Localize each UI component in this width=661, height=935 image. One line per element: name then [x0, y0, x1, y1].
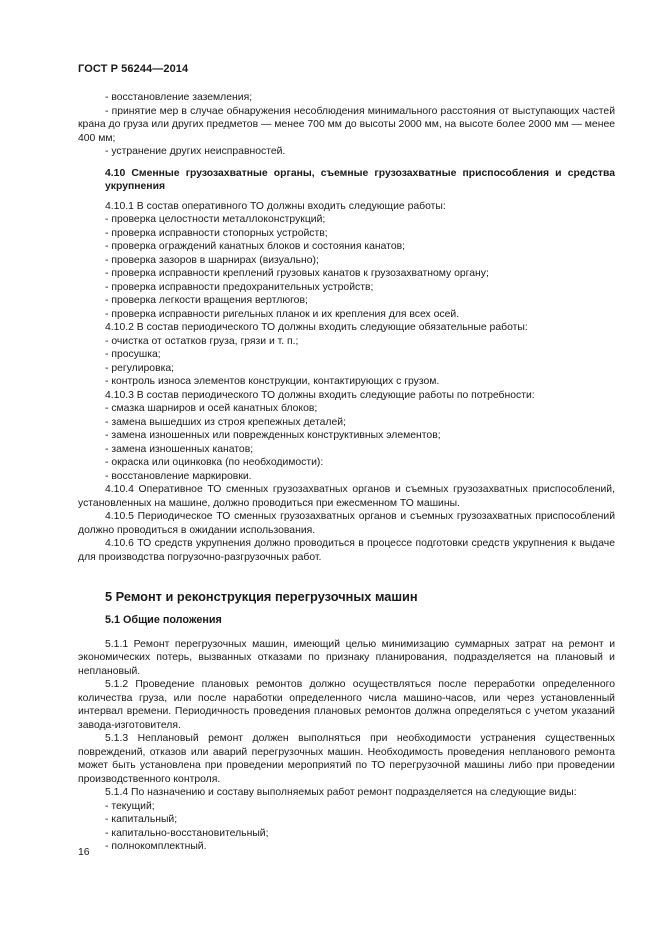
- list-item: - восстановление маркировки.: [105, 470, 252, 482]
- paragraph: 4.10.5 Периодическое ТО сменных грузозахватных органов и съемных грузозахватных приспособлений должно проводиться в ожидании использования.: [78, 511, 615, 536]
- list-item: - устранение других неисправностей.: [105, 146, 286, 157]
- list-item: - капитальный;: [105, 814, 178, 825]
- list-item: - просушка;: [105, 349, 161, 360]
- paragraph: 4.10.4 Оперативное ТО сменных грузозахватных органов и съемных грузозахватных приспособлений, установленных на машине, должно проводиться при ежесменном ТО машины.: [78, 484, 615, 509]
- list-item: - проверка зазоров в шарнирах (визуально);: [105, 254, 319, 266]
- list-item: - очистка от остатков груза, грязи и т. п.;: [105, 335, 299, 347]
- clause-heading: 4.10 Сменные грузозахватные органы, съемные грузозахватные приспособления и средства укрупнения: [105, 167, 615, 192]
- list-item: - капитально-восстановительный;: [105, 827, 269, 839]
- paragraph: 5.1.4 По назначению и составу выполняемых работ ремонт подразделяется на следующие виды:: [105, 787, 577, 798]
- subsection-heading: 5.1 Общие положения: [105, 614, 222, 626]
- list-item: - проверка ограждений канатных блоков и состояния канатов;: [105, 241, 406, 252]
- paragraph: 4.10.2 В состав периодического ТО должны входить следующие обязательные работы:: [105, 322, 528, 333]
- list-item: - окраска или оцинковка (по необходимости):: [105, 457, 324, 468]
- list-item: - проверка исправности креплений грузовых канатов к грузозахватному органу;: [105, 268, 489, 279]
- list-item: - смазка шарниров и осей канатных блоков;: [105, 403, 318, 414]
- list-item: - проверка легкости вращения вертлюгов;: [105, 295, 308, 306]
- paragraph: 4.10.3 В состав периодического ТО должны входить следующие работы по потребности:: [105, 389, 535, 401]
- document-header: ГОСТ Р 56244—2014: [78, 63, 189, 75]
- paragraph: 5.1.2 Проведение плановых ремонтов должно осуществляться после переработки определенного количества груза, или после наработки определенного числа машино-часов, или через установленный интервал времени. Периодичность проведения плановых ремонтов должна определяться с учетом указаний завода-изготовителя.: [78, 679, 615, 731]
- paragraph: 5.1.3 Неплановый ремонт должен выполняться при необходимости устранения существенных повреждений, отказов или аварий перегрузочных машин. Необходимость проведения непланового ремонта может быть установлена при проведении мероприятий по ТО перегрузочной машины либо при проведении производственного контроля.: [78, 733, 615, 785]
- list-item: - проверка исправности ригельных планок и их крепления для всех осей.: [105, 308, 460, 320]
- paragraph: 4.10.1 В состав оперативного ТО должны входить следующие работы:: [105, 200, 446, 212]
- list-item: - восстановление заземления;: [105, 92, 253, 103]
- list-item: - контроль износа элементов конструкции, контактирующих с грузом.: [105, 376, 440, 387]
- list-item: - текущий;: [105, 800, 155, 812]
- document-body: [78, 91, 615, 854]
- list-item: - замена вышедших из строя крепежных деталей;: [105, 416, 346, 428]
- paragraph: 5.1.1 Ремонт перегрузочных машин, имеющий целью минимизацию суммарных затрат на ремонт и экономических потерь, вызванных отказами по признаку планирования, подразделяется на плановый и неплановый.: [78, 638, 615, 677]
- list-item: - полнокомплектный.: [105, 841, 207, 852]
- list-item: - замена изношенных канатов;: [105, 443, 254, 455]
- list-item: - замена изношенных или поврежденных конструктивных элементов;: [105, 430, 441, 441]
- list-item: - проверка целостности металлоконструкций;: [105, 214, 326, 225]
- paragraph: 4.10.6 ТО средств укрупнения должно проводиться в процессе подготовки средств укрупнения к выдаче для производства погрузочно-разгрузочных работ.: [78, 538, 615, 563]
- list-item: - регулировка;: [105, 362, 175, 374]
- list-item: - принятие мер в случае обнаружения несоблюдения минимального расстояния от выступающих частей крана до груза или других предметов — менее 700 мм до высоты 2000 мм, на высоте более 2000 мм — менее 400 мм;: [78, 105, 615, 144]
- section-heading: 5 Ремонт и реконструкция перегрузочных машин: [105, 589, 418, 604]
- list-item: - проверка исправности предохранительных устройств;: [105, 281, 374, 293]
- list-item: - проверка исправности стопорных устройств;: [105, 227, 328, 239]
- page-number: 16: [78, 847, 90, 858]
